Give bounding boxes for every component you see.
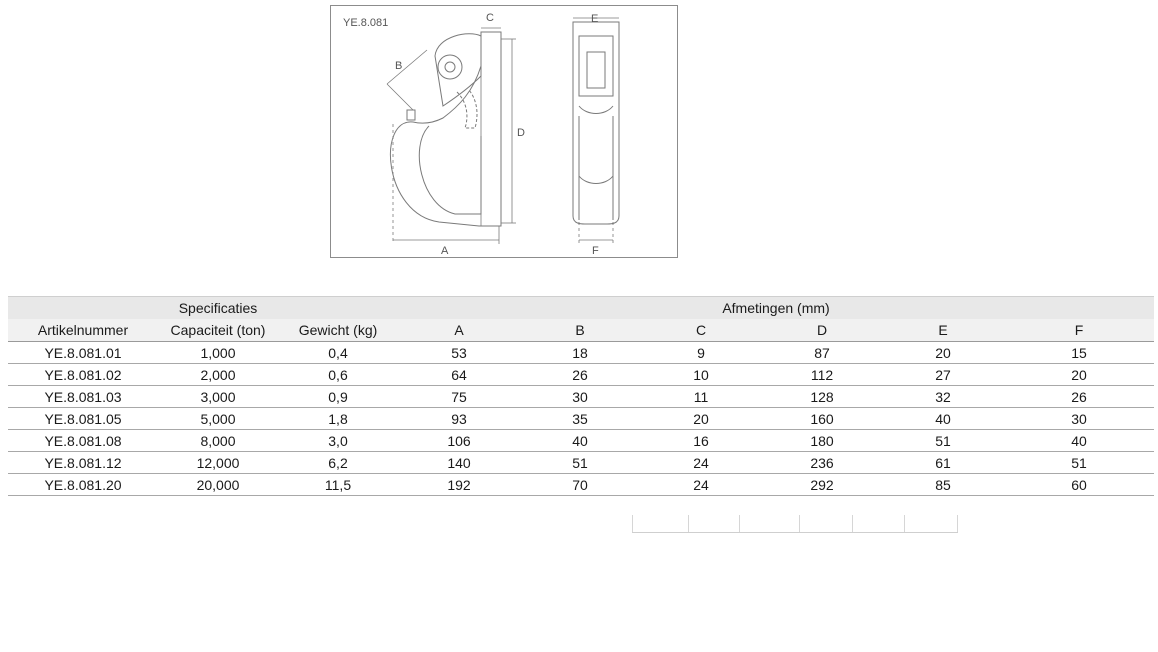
table-cell: 112 [762,364,882,386]
table-cell: 6,2 [278,452,398,474]
table-cell: 292 [762,474,882,496]
table-cell: 1,000 [158,342,278,364]
column-header: B [520,319,640,342]
table-cell: 2,000 [158,364,278,386]
table-cell: YE.8.081.03 [8,386,158,408]
table-cell: 32 [882,386,1004,408]
table-cell: 20,000 [158,474,278,496]
group-header-specs: Specificaties [158,297,278,320]
table-cell: 26 [1004,386,1154,408]
table-cell: 3,0 [278,430,398,452]
table-cell: 192 [398,474,520,496]
hook-outline [390,32,501,226]
table-cell: 61 [882,452,1004,474]
dim-f-label: F [592,245,599,257]
column-header: Artikelnummer [8,319,158,342]
table-cell: 236 [762,452,882,474]
table-cell: 128 [762,386,882,408]
table-cell: 87 [762,342,882,364]
table-cell: YE.8.081.01 [8,342,158,364]
table-cell: 11,5 [278,474,398,496]
table-row [8,386,1154,408]
table-cell: YE.8.081.08 [8,430,158,452]
side-bend [579,176,613,184]
table-cell: YE.8.081.12 [8,452,158,474]
drawing-code: YE.8.081 [343,17,389,29]
table-cell: 20 [1004,364,1154,386]
table-cell: 18 [520,342,640,364]
table-cell: 40 [1004,430,1154,452]
table-cell: 93 [398,408,520,430]
hook-drawing [331,6,679,259]
dim-c-label: C [486,12,494,24]
table-row [8,452,1154,474]
table-cell: 40 [882,408,1004,430]
pivot-boss [438,55,462,79]
table-cell: 10 [640,364,762,386]
table-cell: 140 [398,452,520,474]
table-cell: YE.8.081.02 [8,364,158,386]
table-cell: YE.8.081.05 [8,408,158,430]
table-cell: 26 [520,364,640,386]
table-cell: 12,000 [158,452,278,474]
dim-d-label: D [517,127,525,139]
dim-b-label: B [395,60,403,72]
table-cell: 8,000 [158,430,278,452]
column-header: Capaciteit (ton) [158,319,278,342]
table-cell: 3,000 [158,386,278,408]
table-cell: 106 [398,430,520,452]
group-header-dimensions: Afmetingen (mm) [398,297,1154,320]
side-upper-body [579,36,613,96]
table-cell: 0,6 [278,364,398,386]
side-lower-body [579,106,613,220]
table-cell: 40 [520,430,640,452]
table-cell: 60 [1004,474,1154,496]
table-cell: 51 [882,430,1004,452]
column-header: E [882,319,1004,342]
table-row [8,342,1154,364]
hook-tip [407,110,415,120]
table-cell: 35 [520,408,640,430]
dim-e-label: E [591,13,599,25]
hidden-lines [457,90,477,128]
table-cell: 0,9 [278,386,398,408]
table-cell: 51 [1004,452,1154,474]
table-cell: 85 [882,474,1004,496]
pivot-hole [445,62,455,72]
table-body [8,342,1154,496]
technical-drawing [330,5,678,258]
table-cell: 75 [398,386,520,408]
hook-inner-curve [419,126,481,214]
table-cell: 24 [640,452,762,474]
table-cell: 11 [640,386,762,408]
table-cell: 53 [398,342,520,364]
column-header: D [762,319,882,342]
table-row [8,364,1154,386]
table-cell: YE.8.081.20 [8,474,158,496]
table-cell: 160 [762,408,882,430]
table-cell: 27 [882,364,1004,386]
table-cell: 20 [640,408,762,430]
table-cell: 30 [1004,408,1154,430]
table-cell: 1,8 [278,408,398,430]
column-header: Gewicht (kg) [278,319,398,342]
column-header: C [640,319,762,342]
table-cell: 24 [640,474,762,496]
table-cell: 70 [520,474,640,496]
latch-shape [435,34,481,106]
table-cell: 0,4 [278,342,398,364]
table-cell: 15 [1004,342,1154,364]
table-cell: 180 [762,430,882,452]
column-header-row [8,319,1154,342]
table-cell: 20 [882,342,1004,364]
table-cell: 51 [520,452,640,474]
group-header-row [8,297,1154,320]
table-row [8,430,1154,452]
table-cell: 64 [398,364,520,386]
table-cell: 5,000 [158,408,278,430]
faded-table-fragment [632,515,958,533]
spec-table [8,296,1154,496]
column-header: F [1004,319,1154,342]
table-cell: 9 [640,342,762,364]
side-neck [587,52,605,88]
table-row [8,408,1154,430]
dim-a-label: A [441,245,449,257]
column-header: A [398,319,520,342]
table-cell: 16 [640,430,762,452]
table-row [8,474,1154,496]
table-cell: 30 [520,386,640,408]
